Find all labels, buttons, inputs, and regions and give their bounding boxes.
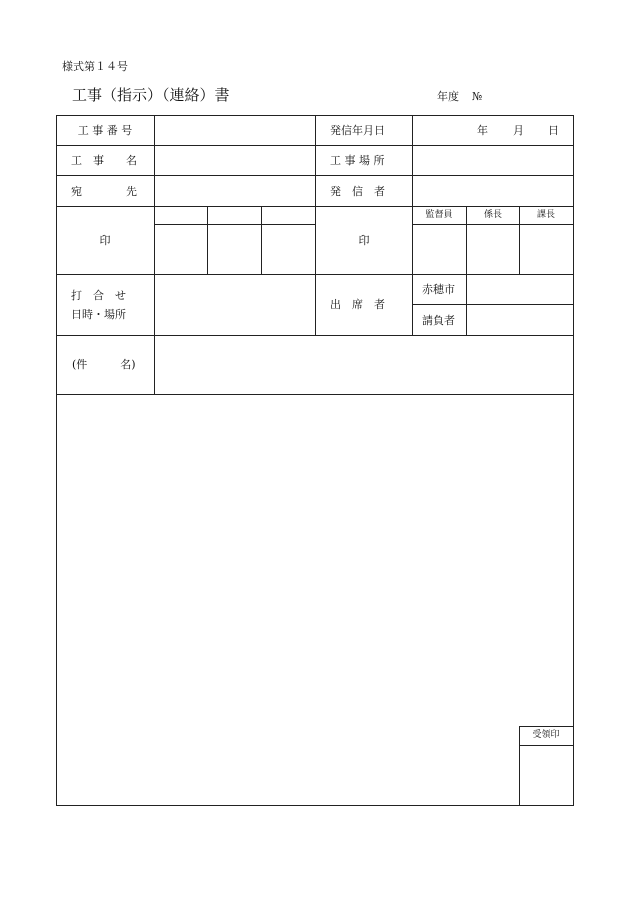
subject-field[interactable] xyxy=(155,336,572,393)
receipt-seal-label: 受領印 xyxy=(532,730,560,740)
page-title: 工事（指示）（連絡）書 xyxy=(72,86,230,104)
sender-label: 発 信 者 xyxy=(330,185,385,198)
work-place-label: 工 事 場 所 xyxy=(330,154,385,167)
date-year-label: 年 xyxy=(477,124,488,137)
section-chief-label: 課長 xyxy=(536,210,556,220)
subject-label: (件 名) xyxy=(72,358,136,371)
ako-city-attendee-field[interactable] xyxy=(467,275,572,303)
work-place-field[interactable] xyxy=(413,146,572,174)
chief-label: 係長 xyxy=(483,210,503,220)
work-number-label: 工 事 番 号 xyxy=(77,124,133,137)
work-name-label: 工 事 名 xyxy=(71,154,137,167)
contractor-attendee-field[interactable] xyxy=(467,305,572,334)
work-name-field[interactable] xyxy=(155,146,314,174)
meeting-datetime-place-field[interactable] xyxy=(155,275,314,334)
body-content-area[interactable] xyxy=(57,395,518,804)
receipt-seal-box[interactable] xyxy=(520,746,572,804)
recipient-label: 宛 先 xyxy=(71,185,137,198)
number-label: № xyxy=(472,90,483,103)
seal-left-label: 印 xyxy=(99,234,111,247)
send-date-label: 発信年月日 xyxy=(330,124,385,137)
form-number: 様式第１４号 xyxy=(62,60,128,73)
attendee-label: 出 席 者 xyxy=(330,298,385,311)
meeting-label-line2: 日時・場所 xyxy=(71,308,126,321)
supervisor-label: 監督員 xyxy=(425,210,453,220)
date-day-label: 日 xyxy=(548,124,559,137)
seal-right-label: 印 xyxy=(358,234,370,247)
date-month-label: 月 xyxy=(513,124,524,137)
work-number-field[interactable] xyxy=(155,116,314,144)
meeting-label-line1: 打 合 せ xyxy=(71,289,126,302)
fiscal-year-label: 年度 xyxy=(437,90,459,103)
sender-field[interactable] xyxy=(413,176,572,205)
recipient-field[interactable] xyxy=(155,176,314,205)
contractor-label: 請負者 xyxy=(422,314,455,327)
ako-city-label: 赤穂市 xyxy=(422,283,455,296)
